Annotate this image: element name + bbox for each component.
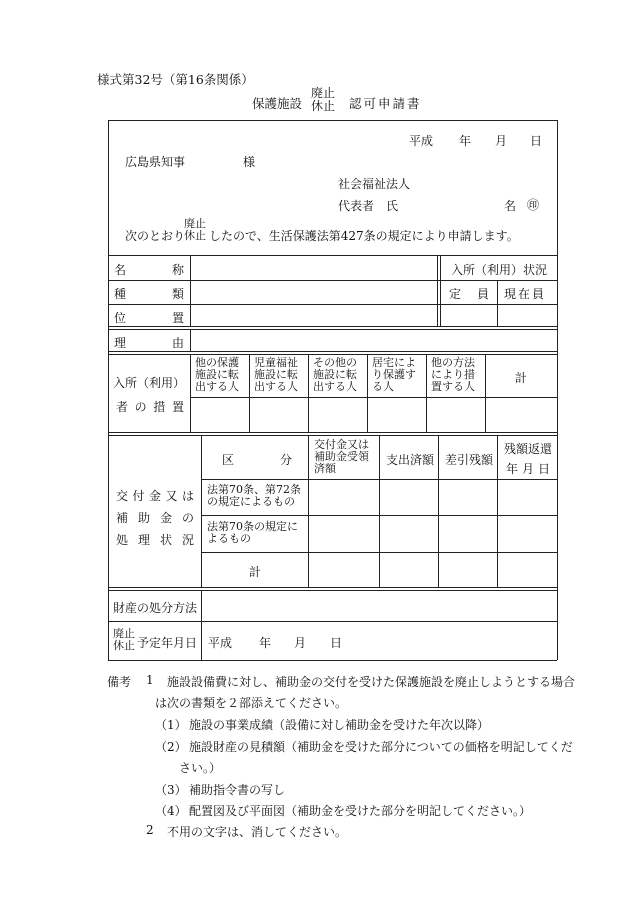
planned-date-label: 予定年月日 [137, 636, 198, 650]
measures-col-child-welfare: 児童福祉施設に転出する人 [254, 356, 298, 393]
name-label: 名 [504, 199, 517, 213]
body-prefix: 次のとおり [125, 229, 186, 243]
note-1-number: 1 [146, 673, 154, 687]
capacity-header: 定 員 [449, 287, 489, 301]
subsidy-spent-header: 支出済額 [386, 453, 435, 467]
subsidy-balance-header: 差引残額 [445, 453, 494, 467]
note-sub2-line2: さい。） [179, 761, 222, 775]
note-sub2-number: （2） [155, 740, 187, 754]
subsidy-label-line3: 処 理 状 況 [116, 533, 194, 547]
measures-label-line1: 入所（利用） [113, 376, 186, 390]
planned-option-suspend: 休止 [113, 639, 135, 652]
note-1-line1: 施設設備費に対し、補助金の交付を受けた保護施設を廃止しようとする場合 [167, 675, 576, 689]
date-era: 平成 [409, 134, 434, 148]
addressee: 広島県知事 [125, 155, 186, 169]
planned-date-day: 日 [330, 636, 343, 650]
note-sub1-text: 施設の事業成績（設備に対し補助金を受けた年次以降） [189, 718, 490, 732]
planned-date-year: 年 [259, 636, 272, 650]
seal-mark: ㊞ [527, 198, 540, 212]
body-option-abolish: 廃止 [184, 217, 206, 230]
note-sub2-line1: 施設財産の見積額（補助金を受けた部分についての価格を明記してくだ [189, 740, 573, 754]
measures-total: 計 [515, 371, 528, 385]
subsidy-granted-header: 交付金又は補助金受領済額 [314, 438, 369, 475]
facility-location-label: 位 置 [114, 311, 184, 325]
planned-option-group [113, 628, 135, 652]
subsidy-refund-date-header: 年 月 日 [506, 462, 550, 476]
title-option-abolish: 廃止 [311, 86, 336, 100]
applicant-org: 社会福祉法人 [338, 177, 411, 191]
note-sub4-text: 配置図及び平面図（補助金を受けた部分を明記してください。） [189, 804, 532, 818]
note-1-line2: は次の書類を２部添えてください。 [155, 696, 348, 710]
subsidy-category-header: 区 分 [222, 453, 292, 467]
body-option-suspend: 休止 [184, 229, 206, 242]
title-option-suspend: 休止 [311, 99, 336, 113]
subsidy-refund-header: 残額返還 [504, 442, 553, 456]
date-year-label: 年 [459, 134, 472, 148]
note-sub4-number: （4） [155, 804, 187, 818]
representative-label: 代表者 氏 [338, 199, 399, 213]
title-option-group [311, 87, 335, 113]
body-suffix: したので、生活保護法第427条の規定により申請します。 [209, 229, 519, 243]
note-sub3-text: 補助指令書の写し [189, 783, 286, 797]
planned-date-era: 平成 [208, 636, 233, 650]
measures-col-home-protection: 居宅により保護する人 [372, 356, 416, 393]
date-month-label: 月 [495, 134, 508, 148]
planned-date-month: 月 [294, 636, 307, 650]
subsidy-label-line2: 補 助 金 の [116, 511, 194, 525]
subsidy-row-art70: 法第70条の規定によるもの [207, 520, 298, 545]
current-count-header: 現在員 [504, 287, 547, 301]
measures-label-line2: 者 の 措 置 [116, 400, 184, 414]
notes-label: 備考 [107, 675, 132, 689]
body-option-group [184, 218, 206, 242]
subsidy-label-line1: 交 付 金 又 は [116, 489, 194, 503]
measures-col-other-method: 他の方法により措置する人 [431, 356, 475, 393]
facility-name-label: 名 称 [114, 263, 184, 277]
form-number: 様式第32号（第16条関係） [97, 72, 254, 87]
planned-option-abolish: 廃止 [113, 627, 135, 640]
note-sub1-number: （1） [155, 718, 187, 732]
reason-label: 理 由 [114, 336, 184, 350]
admission-status-header: 入所（利用）状況 [451, 263, 548, 277]
facility-type-label: 種 類 [114, 287, 184, 301]
date-day-label: 日 [530, 134, 543, 148]
title-prefix: 保護施設 [252, 96, 303, 111]
property-disposal-label: 財産の処分方法 [113, 601, 198, 615]
note-2-number: 2 [146, 823, 154, 837]
note-2-text: 不用の文字は、消してください。 [167, 825, 348, 839]
measures-col-other-facility: その他の施設に転出する人 [313, 356, 357, 393]
title-suffix: 認可申請書 [349, 96, 422, 111]
subsidy-row-art70-72: 法第70条、第72条の規定によるもの [207, 483, 301, 508]
subsidy-total: 計 [249, 565, 262, 579]
addressee-honorific: 様 [243, 155, 256, 169]
measures-col-other-protective: 他の保護施設に転出する人 [195, 356, 239, 393]
note-sub3-number: （3） [155, 783, 187, 797]
